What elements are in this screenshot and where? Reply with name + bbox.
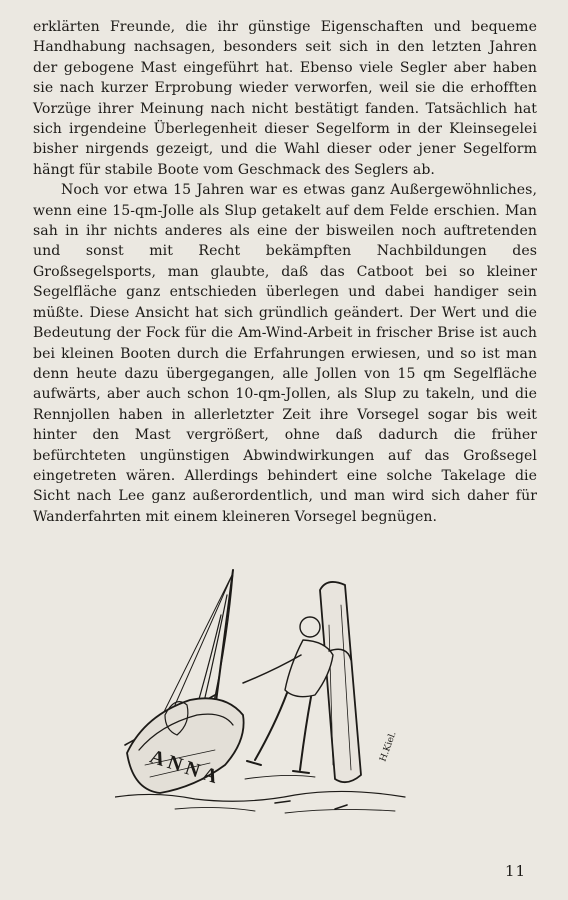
sailing-illustration — [115, 565, 415, 825]
man-legs — [255, 693, 311, 770]
sail-main — [195, 573, 233, 715]
page-number: 11 — [505, 862, 527, 880]
body-text — [33, 17, 537, 527]
man-head — [300, 617, 320, 637]
artist-signature: H.Kiel. — [378, 730, 399, 764]
boat-name: ANNA — [147, 745, 225, 790]
paragraph-2: Noch vor etwa 15 Jahren war es etwas ganz Außergewöhnliches, wenn eine 15-qm-Jolle als Slup getakelt auf dem Felde erschien. Man sah in ihr nichts anderes als eine der bisweilen noch auftretenden und sonst mit Recht bekämpften Nachbildungen des Großsegelsports, man glaubte, daß das Catboot bei so kleiner Segelfläche ganz entschieden überlegen und dabei handiger sein müßte. Diese Ansicht hat sich gründlich geändert. Der Wert und die Bedeutung der Fock für die Am-Wind-Arbeit in frischer Brise ist auch bei kleinen Booten durch die Erfahrungen erwiesen, und so ist man denn heute dazu übergegangen, alle Jollen von 15 qm Segelfläche aufwärts, aber auch schon 10-qm-Jollen, als Slup zu takeln, und die Rennjollen haben in allerletzter Zeit ihre Vorsegel sogar bis weit hinter den Mast vergrößert, ohne daß dadurch die früher befürchteten ungünstigen Abwindwirkungen auf das Großsegel eingetreten wären. Allerdings behindert eine solche Takelage die Sicht nach Lee ganz außerordentlich, und man wird sich daher für Wanderfahrten mit einem kleineren Vorsegel begnügen. — [33, 182, 537, 525]
mooring-post — [320, 582, 361, 782]
paragraph-1: erklärten Freunde, die ihr günstige Eigenschaften und bequeme Handhabung nachsagen, besonders seit sich in den letzten Jahren der gebogene Mast eingeführt hat. Ebenso viele Segler aber haben sie nach kurzer Erprobung wieder verworfen, weil sie die erhofften Vorzüge ihrer Meinung nach nicht bestätigt fanden. Tatsächlich hat sich irgendeine Überlegenheit dieser Segelform in der Kleinsegelei bisher nirgends gezeigt, und die Wahl dieser oder jener Segelform hängt für stabile Boote vom Geschmack des Seglers ab. — [33, 19, 537, 178]
man-body — [285, 640, 333, 697]
